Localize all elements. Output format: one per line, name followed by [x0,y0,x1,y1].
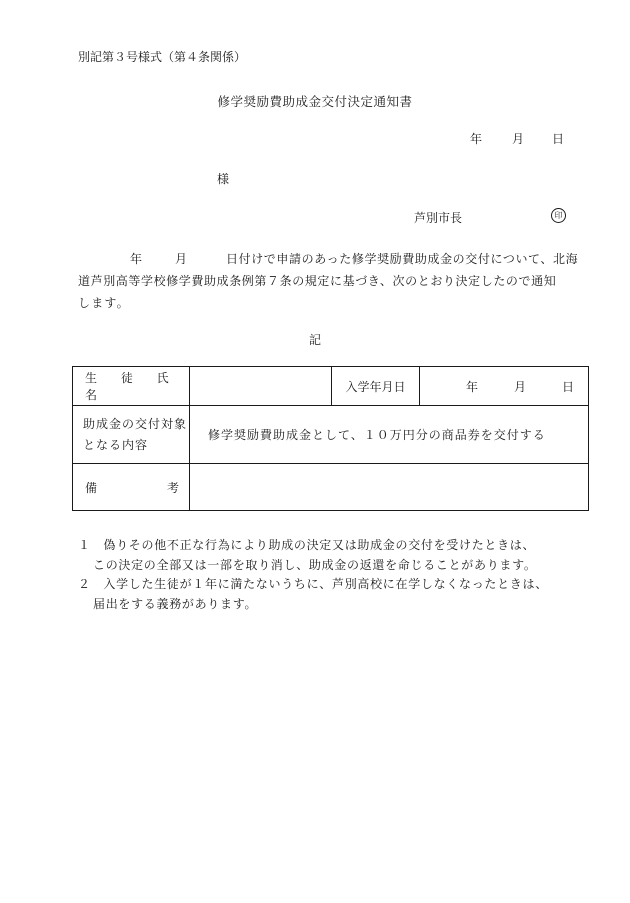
notice-date-year: 年 [130,252,143,266]
date-day: 日 [552,132,565,146]
remarks-label-part1: 備 [85,480,98,495]
student-name-value [190,367,332,406]
table-row [73,464,589,511]
issuer-name: 芦別市長 [414,211,463,225]
decision-table [72,366,589,511]
table-row [73,367,589,406]
notice-date-month: 月 [175,252,188,266]
entry-date-label: 入学年月日 [332,367,420,406]
seal-mark: 印 [551,208,566,223]
remarks-label [73,464,190,511]
form-label: 別記第３号様式（第４条関係） [78,50,247,64]
remarks-label-part2: 考 [166,480,179,495]
target-label: 助成金の交付対象となる内容 [73,406,190,464]
entry-date-value: 年 月 日 [420,367,589,406]
student-name-label: 生 徒 氏 名 [73,367,190,406]
notice-text-line1: 日付けで申請のあった修学奨励費助成金の交付について、北海 [226,252,579,266]
notice-text-line2: 道芦別高等学校修学費助成条例第７条の規定に基づき、次のとおり決定したので通知 [78,274,557,288]
date-year: 年 [470,132,483,146]
note1-line1: １ 偽りその他不正な行為により助成の決定又は助成金の交付を受けたときは、 [78,538,536,552]
target-value: 修学奨励費助成金として、１０万円分の商品券を交付する [190,406,589,464]
table-row [73,406,589,464]
remarks-value [190,464,589,511]
note2-line2: 届出をする義務があります。 [93,597,258,611]
note1-line2: この決定の全部又は一部を取り消し、助成金の返還を命じることがあります。 [93,558,537,572]
ki-heading: 記 [308,333,321,347]
note2-line1: ２ 入学した生徒が１年に満たないうちに、芦別高校に在学しなくなったときは、 [78,577,548,591]
document-title: 修学奨励費助成金交付決定通知書 [217,94,413,109]
notice-text-line3: します。 [78,296,130,310]
date-month: 月 [512,132,525,146]
addressee-suffix: 様 [217,172,230,186]
